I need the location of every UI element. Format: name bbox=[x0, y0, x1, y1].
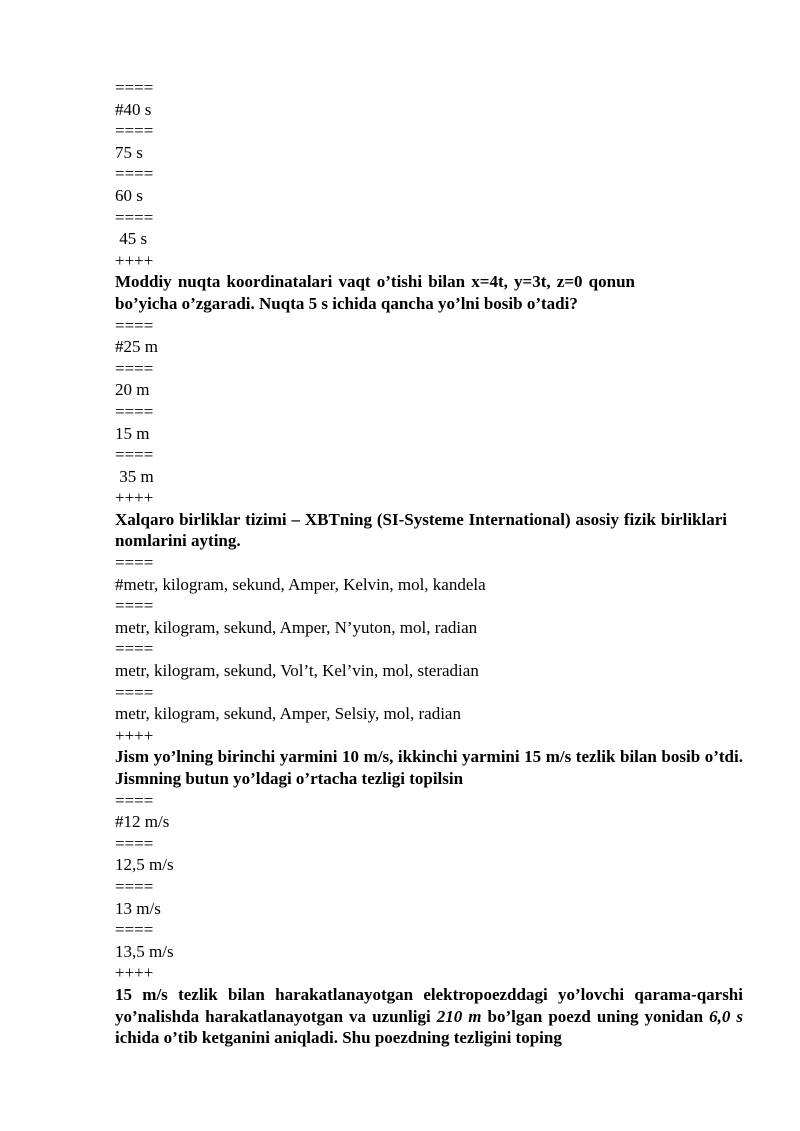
answer-separator: ==== bbox=[115, 833, 154, 853]
answer-option: 60 s bbox=[115, 185, 143, 205]
answer-option: metr, kilogram, sekund, Vol’t, Kel’vin, mol, steradian bbox=[115, 661, 479, 681]
question-text: Xalqaro birliklar tizimi – XBTning (SI-Systeme International) asosiy fizik birliklari nomlarini ayting. bbox=[115, 509, 727, 551]
answer-option: 15 m bbox=[115, 423, 150, 443]
document-page bbox=[115, 77, 743, 1049]
question-value-distance: 210 m bbox=[436, 1006, 482, 1026]
answer-separator: ==== bbox=[115, 401, 154, 421]
question-text: Jism yo’lning birinchi yarmini 10 m/s, ikkinchi yarmini 15 m/s tezlik bilan bosib o’tdi. Jismning butun yo’ldagi o’rtacha tezligi topilsin bbox=[115, 747, 743, 788]
answer-separator: ==== bbox=[115, 876, 154, 896]
answer-separator: ==== bbox=[115, 790, 154, 810]
question-text-part: bo’lgan poezd uning yonidan bbox=[481, 1006, 710, 1026]
answer-option: 45 s bbox=[115, 229, 148, 249]
question-separator: ++++ bbox=[115, 250, 154, 270]
answer-separator: ==== bbox=[115, 445, 154, 465]
answer-separator: ==== bbox=[115, 682, 154, 702]
intro-answer-block bbox=[115, 77, 743, 250]
answer-separator: ==== bbox=[115, 553, 154, 573]
question-text-part: ichida o’tib ketganini aniqladi. Shu poezdning tezligini toping bbox=[115, 1028, 562, 1048]
question-separator: ++++ bbox=[115, 963, 154, 983]
answer-option: 35 m bbox=[115, 466, 154, 486]
question-block bbox=[115, 725, 743, 963]
answer-option: metr, kilogram, sekund, Amper, Selsiy, mol, radian bbox=[115, 704, 461, 724]
question-value-time: 6,0 s bbox=[709, 1006, 743, 1026]
answer-option: 75 s bbox=[115, 142, 143, 162]
question-separator: ++++ bbox=[115, 488, 154, 508]
question-block bbox=[115, 962, 743, 1048]
answer-option: 13,5 m/s bbox=[115, 941, 174, 961]
question-text bbox=[115, 984, 743, 1049]
answer-option: 13 m/s bbox=[115, 898, 161, 918]
question-text: Moddiy nuqta koordinatalari vaqt o’tishi bilan x=4t, y=3t, z=0 qonun bo’yicha o’zgaradi. Nuqta 5 s ichida qancha yo’lni bosib o’tadi? bbox=[115, 272, 635, 313]
question-text-part: 15 m/s tezlik bilan harakatlanayotgan elektropoezddagi yo’lovchi qarama-qarshi yo’nalishda harakatlanayotgan va uzunligi bbox=[115, 984, 743, 1026]
question-block bbox=[115, 250, 743, 488]
answer-separator: ==== bbox=[115, 596, 154, 616]
answer-option: 12,5 m/s bbox=[115, 855, 174, 875]
answer-separator: ==== bbox=[115, 358, 154, 378]
answer-separator: ==== bbox=[115, 121, 154, 141]
answer-option: #25 m bbox=[115, 337, 158, 357]
answer-option: 20 m bbox=[115, 380, 150, 400]
answer-option: metr, kilogram, sekund, Amper, N’yuton, mol, radian bbox=[115, 617, 478, 637]
answer-separator: ==== bbox=[115, 315, 154, 335]
answer-separator: ==== bbox=[115, 920, 154, 940]
answer-separator: ==== bbox=[115, 639, 154, 659]
question-separator: ++++ bbox=[115, 725, 154, 745]
answer-separator: ==== bbox=[115, 164, 154, 184]
answer-option: #metr, kilogram, sekund, Amper, Kelvin, mol, kandela bbox=[115, 574, 486, 594]
question-block bbox=[115, 487, 743, 725]
answer-separator: ==== bbox=[115, 207, 154, 227]
answer-separator: ==== bbox=[115, 78, 154, 97]
answer-option: #40 s bbox=[115, 99, 152, 119]
answer-option: #12 m/s bbox=[115, 812, 170, 832]
